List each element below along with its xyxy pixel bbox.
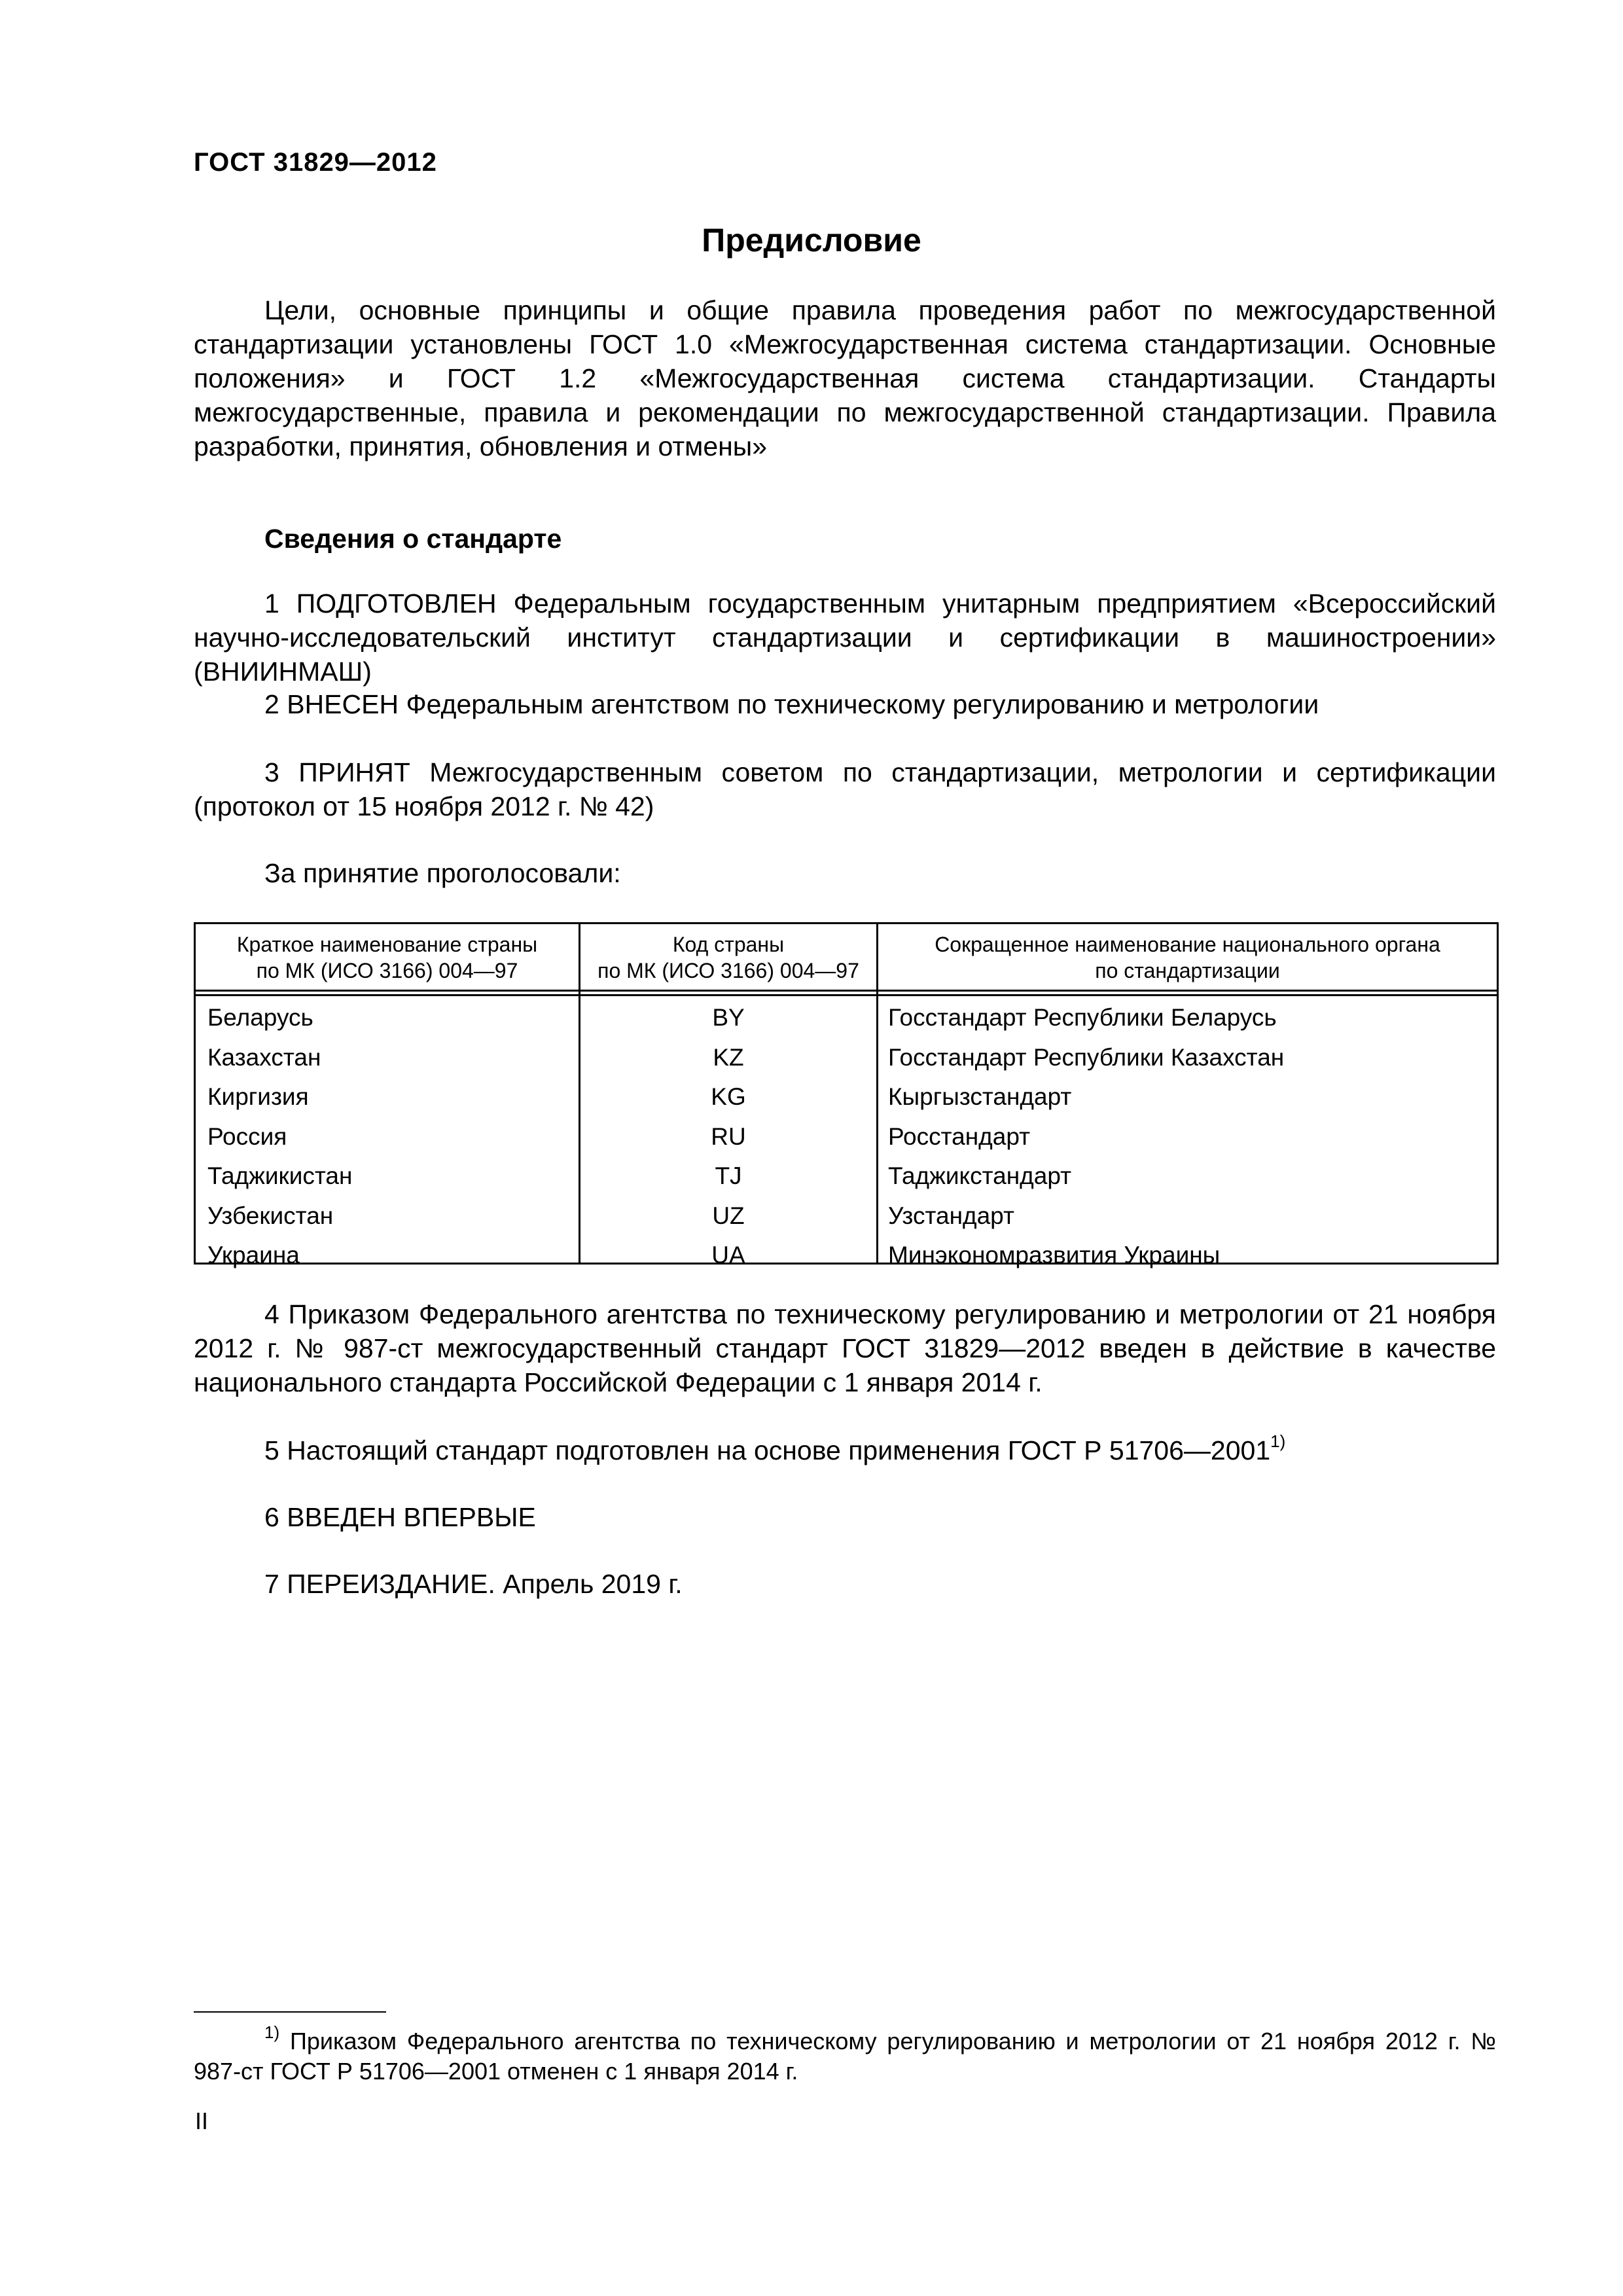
table-header-line: по МК (ИСО 3166) 004—97 xyxy=(597,959,859,982)
code-cell: RU xyxy=(711,1122,746,1150)
code-cell: KZ xyxy=(713,1043,744,1071)
country-cell: Украина xyxy=(207,1242,300,1268)
footnote-ref: 1) xyxy=(1270,1431,1286,1452)
table-header-body xyxy=(878,929,1497,986)
table-header-line: по МК (ИСО 3166) 004—97 xyxy=(256,959,518,982)
body-cell: Кыргызстандарт xyxy=(888,1083,1072,1110)
body-cell: Росстандарт xyxy=(888,1122,1031,1150)
table-row xyxy=(196,1039,1497,1079)
item-7-reissue: 7 ПЕРЕИЗДАНИЕ. Апрель 2019 г. xyxy=(264,1569,683,1599)
country-cell: Россия xyxy=(207,1122,287,1150)
document-code-header: ГОСТ 31829—2012 xyxy=(194,148,437,177)
item-2-submitted: 2 ВНЕСЕН Федеральным агентством по техническому регулированию и метрологии xyxy=(264,689,1319,719)
table-row xyxy=(196,1197,1497,1237)
voting-countries-table xyxy=(194,922,1499,1268)
body-cell: Минэкономразвития Украины xyxy=(888,1242,1221,1268)
intro-paragraph: Цели, основные принципы и общие правила проведения работ по межгосударственной стандартизации установлены ГОСТ 1.0 «Межгосударственная система стандартизации. Основные положения» и ГОСТ 1.2 «Межгосударственная система стандартизации. Стандарты межгосударственные, правила и рекомендации по межгосударственной стандартизации. Правила разработки, принятия, обновления и отмены» xyxy=(194,295,1496,461)
table-header-divider xyxy=(196,994,1497,996)
table-header-code xyxy=(580,929,876,986)
code-cell: TJ xyxy=(715,1162,742,1189)
page-title: Предисловие xyxy=(702,222,921,259)
country-cell: Узбекистан xyxy=(207,1202,334,1229)
voted-label: За принятие проголосовали: xyxy=(264,858,621,888)
page-number: II xyxy=(195,2108,209,2134)
table-row xyxy=(196,999,1497,1039)
table-row xyxy=(196,1157,1497,1197)
table-header-country xyxy=(196,929,579,986)
table-header-line: Краткое наименование страны xyxy=(236,933,538,956)
body-cell: Таджикстандарт xyxy=(888,1162,1072,1189)
table-body xyxy=(196,999,1497,1276)
country-cell: Беларусь xyxy=(207,1004,313,1031)
table-header-line: Код страны xyxy=(672,933,785,956)
footnote-separator xyxy=(194,2011,386,2013)
item-5-basis xyxy=(194,1433,1496,1467)
code-cell: UA xyxy=(711,1242,745,1268)
item-3-adopted: 3 ПРИНЯТ Межгосударственным советом по стандартизации, метрологии и сертификации (протокол от 15 ноября 2012 г. № 42) xyxy=(194,757,1496,821)
body-cell: Узстандарт xyxy=(888,1202,1014,1229)
code-cell: UZ xyxy=(712,1202,745,1229)
code-cell: BY xyxy=(712,1004,745,1031)
body-cell: Госстандарт Республики Казахстан xyxy=(888,1043,1285,1071)
table-header-line: по стандартизации xyxy=(1095,959,1280,982)
table-row xyxy=(196,1118,1497,1158)
country-cell: Таджикистан xyxy=(207,1162,353,1189)
footnote-marker: 1) xyxy=(264,2022,280,2042)
item-6-first-introduced: 6 ВВЕДЕН ВПЕРВЫЕ xyxy=(264,1502,536,1532)
item-4-order: 4 Приказом Федерального агентства по техническому регулированию и метрологии от 21 ноября 2012 г. № 987-ст межгосударственный стандарт ГОСТ 31829—2012 введен в действие в качестве национального стандарта Российской Федерации с 1 января 2014 г. xyxy=(194,1299,1496,1397)
table-header-divider xyxy=(196,990,1497,992)
body-cell: Госстандарт Республики Беларусь xyxy=(888,1004,1277,1031)
footnote-text: Приказом Федерального агентства по техническому регулированию и метрологии от 21 ноября 2012 г. № 987-ст ГОСТ Р 51706—2001 отменен с 1 января 2014 г. xyxy=(194,2028,1496,2085)
table-row xyxy=(196,1078,1497,1118)
country-cell: Киргизия xyxy=(207,1083,309,1110)
item-5-text: 5 Настоящий стандарт подготовлен на основе применения ГОСТ Р 51706—2001 xyxy=(264,1435,1271,1465)
code-cell: KG xyxy=(711,1083,746,1110)
standard-info-heading: Сведения о стандарте xyxy=(264,524,562,554)
footnote xyxy=(194,2022,1496,2087)
item-1-prepared: 1 ПОДГОТОВЛЕН Федеральным государственным унитарным предприятием «Всероссийский научно-исследовательский институт стандартизации и сертификации в машиностроении» (ВНИИНМАШ) xyxy=(194,588,1496,687)
country-cell: Казахстан xyxy=(207,1043,321,1071)
table-header-line: Сокращенное наименование национального органа xyxy=(935,933,1440,956)
table-row xyxy=(196,1236,1497,1276)
